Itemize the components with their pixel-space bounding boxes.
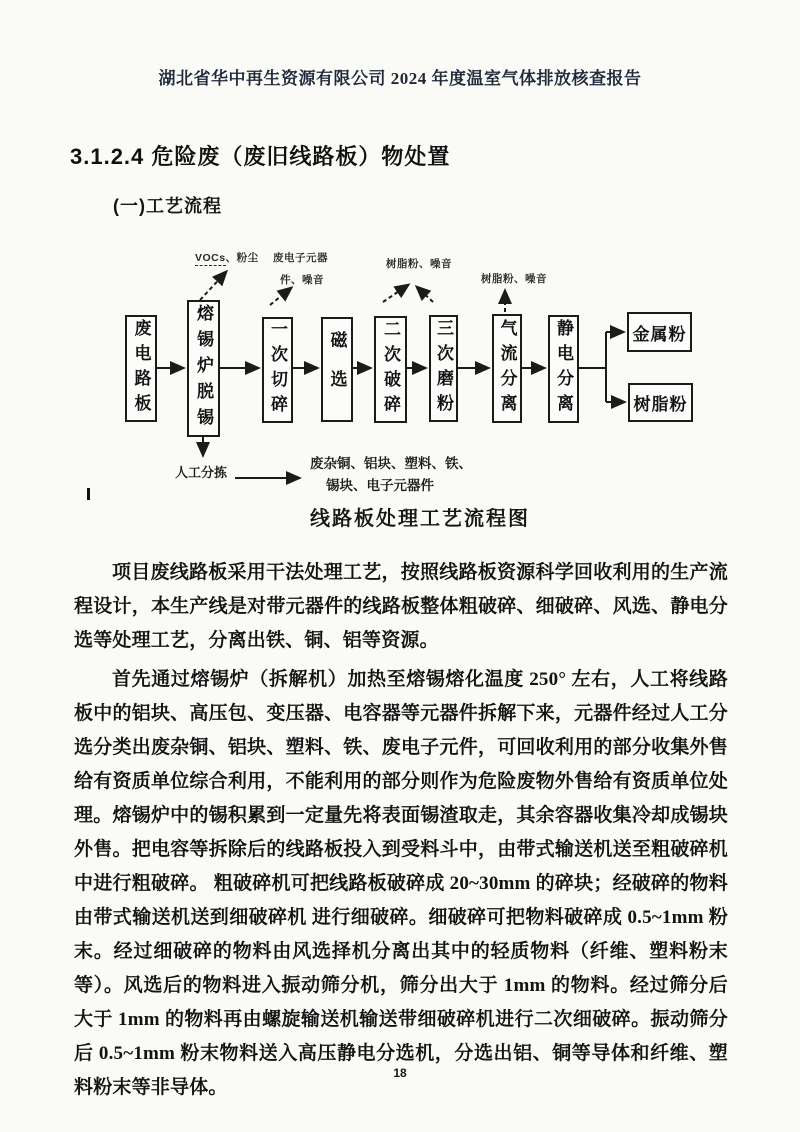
emission-label-vocs-dust: VOCs、粉尘	[195, 252, 259, 264]
emission-label-resin-noise-1: 树脂粉、噪音	[386, 258, 452, 270]
process-flow-diagram	[80, 240, 740, 540]
flow-box-first-cutting: 一次切碎	[262, 317, 293, 423]
emission-label-waste-components-line2: 件、噪音	[280, 274, 324, 286]
sorting-output-line2: 锡块、电子元器件	[326, 478, 434, 493]
paragraph-process-overview: 项目废线路板采用干法处理工艺，按照线路板资源科学回收利用的生产流程设计，本生产线是对带元器件的线路板整体粗破碎、细破碎、风选、静电分选等处理工艺，分离出铁、铜、铝等资源。	[74, 562, 728, 651]
emission-label-resin-noise-2: 树脂粉、噪音	[481, 273, 547, 285]
flow-box-metal-powder: 金属粉	[627, 312, 692, 352]
flow-box-resin-powder: 树脂粉	[628, 383, 693, 422]
flow-diagram-caption: 线路板处理工艺流程图	[310, 508, 530, 530]
sorting-output-line1: 废杂铜、铝块、塑料、铁、	[310, 456, 472, 471]
manual-sorting-label: 人工分拣	[175, 465, 228, 480]
flow-box-third-grinding: 三次磨粉	[429, 315, 458, 422]
subsection-heading: (一)工艺流程	[113, 196, 222, 216]
section-heading: 3.1.2.4 危险废（废旧线路板）物处置	[70, 144, 451, 169]
paragraph-process-detail: 首先通过熔锡炉（拆解机）加热至熔锡熔化温度 250° 左右，人工将线路板中的铝块、高压包、变压器、电容器等元器件拆解下来，元器件经过人工分选分类出废杂铜、铝块、塑料、铁、废电子元件，可回收利用的部分收集外售给有资质单位综合利用，不能利用的部分则作为危险废物外售给有资质单位处理。熔锡炉中的锡积累到一定量先将表面锡渣取走，其余容器收集冷却成锡块外售。把电容等拆除后的线路板投入到受料斗中，由带式输送机送至粗破碎机中进行粗破碎。 粗破碎机可把线路板破碎成 20~30mm 的碎块；经破碎的物料由带式输送机送到细破碎机 进行细破碎。细破碎可把物料破碎成 0.5~1mm 粉末。经过细破碎的物料由风选择机分离出其中的轻质物料（纤维、塑料粉末等）。风选后的物料进入振动筛分机，筛分出大于 1mm 的物料。经过筛分后大于 1mm 的物料再由螺旋输送机输送带细破碎机进行二次细破碎。振动筛分后 0.5~1mm 粉末物料送入高压静电分选机，分选出铝、铜等导体和纤维、塑料粉末等非导体。	[74, 669, 728, 1098]
flow-box-tin-furnace: 熔锡炉脱锡	[187, 300, 220, 437]
flow-box-air-separation: 气流分离	[492, 314, 522, 423]
body-text	[74, 556, 728, 1105]
emission-label-waste-components-line1: 废电子元器	[273, 252, 328, 264]
flow-box-magnetic-separation: 磁选	[321, 317, 353, 422]
page-number: 18	[393, 1066, 407, 1080]
document-header: 湖北省华中再生资源有限公司 2024 年度温室气体排放核查报告	[158, 69, 642, 88]
flow-box-second-crushing: 二次破碎	[374, 316, 407, 423]
flow-box-waste-circuit-board: 废电路板	[125, 315, 157, 422]
scan-stray-mark	[87, 488, 90, 500]
flow-box-electrostatic-separation: 静电分离	[548, 315, 579, 423]
